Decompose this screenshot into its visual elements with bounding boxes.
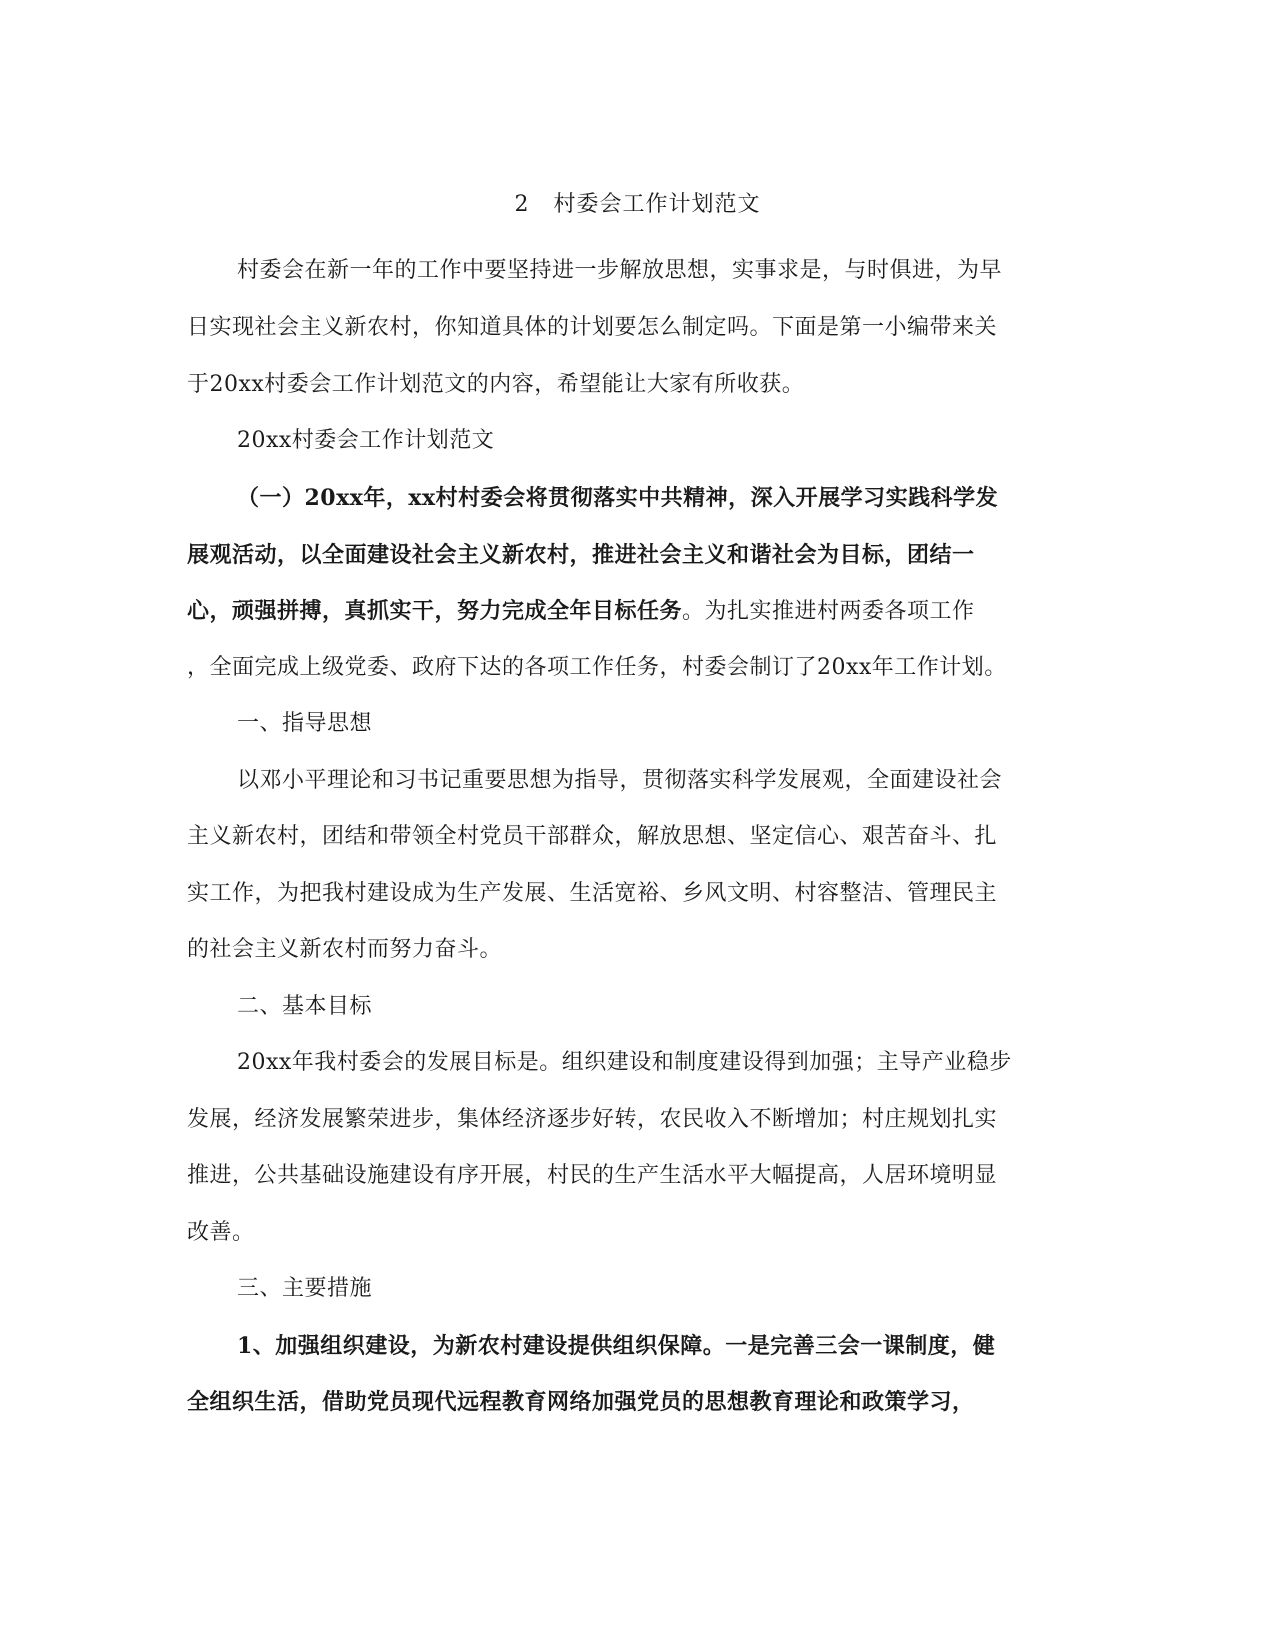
- paragraph-measures-line-2: 全组织生活，借助党员现代远程教育网络加强党员的思想教育理论和政策学习，: [187, 1389, 975, 1415]
- paragraph-intro-line-2: 日实现社会主义新农村，你知道具体的计划要怎么制定吗。下面是第一小编带来关: [187, 315, 998, 340]
- paragraph-goals-line-4: 改善。: [187, 1220, 255, 1245]
- heading-main-measures: 三、主要措施: [237, 1276, 373, 1301]
- paragraph-guiding-line-4: 的社会主义新农村而努力奋斗。: [187, 937, 503, 962]
- document-title: 2 村委会工作计划范文: [514, 192, 761, 217]
- paragraph-one-line-2: 展观活动，以全面建设社会主义新农村，推进社会主义和谐社会为目标，团结一: [187, 542, 975, 568]
- paragraph-guiding-line-2: 主义新农村，团结和带领全村党员干部群众，解放思想、坚定信心、艰苦奋斗、扎: [187, 824, 998, 849]
- paragraph-goals-line-1: 20xx年我村委会的发展目标是。组织建设和制度建设得到加强；主导产业稳步: [237, 1050, 1012, 1075]
- paragraph-guiding-line-1: 以邓小平理论和习书记重要思想为指导，贯彻落实科学发展观，全面建设社会: [237, 768, 1003, 793]
- heading-basic-goals: 二、基本目标: [237, 994, 373, 1019]
- paragraph-goals-line-2: 发展，经济发展繁荣进步，集体经济逐步好转，农民收入不断增加；村庄规划扎实: [187, 1107, 998, 1132]
- section-subtitle: 20xx村委会工作计划范文: [237, 428, 495, 453]
- paragraph-goals-line-3: 推进，公共基础设施建设有序开展，村民的生产生活水平大幅提高，人居环境明显: [187, 1163, 998, 1188]
- paragraph-one-line-3-rest: 。为扎实推进村两委各项工作: [682, 599, 975, 624]
- paragraph-one-line-4: ，全面完成上级党委、政府下达的各项工作任务，村委会制订了20xx年工作计划。: [187, 655, 1007, 680]
- paragraph-intro-line-1: 村委会在新一年的工作中要坚持进一步解放思想，实事求是，与时俱进，为早: [237, 258, 1003, 283]
- paragraph-intro-line-3: 于20xx村委会工作计划范文的内容，希望能让大家有所收获。: [187, 372, 805, 397]
- heading-guiding-ideology: 一、指导思想: [237, 711, 373, 736]
- paragraph-one-line-3: [187, 596, 1087, 627]
- paragraph-one-line-1: （一）20xx年，xx村村委会将贯彻落实中共精神，深入开展学习实践科学发: [237, 485, 999, 511]
- paragraph-guiding-line-3: 实工作，为把我村建设成为生产发展、生活宽裕、乡风文明、村容整洁、管理民主: [187, 881, 998, 906]
- paragraph-one-line-3-bold: 心，顽强拼搏，真抓实干，努力完成全年目标任务: [187, 598, 683, 624]
- paragraph-measures-line-1: 1、加强组织建设，为新农村建设提供组织保障。一是完善三会一课制度，健: [237, 1333, 996, 1359]
